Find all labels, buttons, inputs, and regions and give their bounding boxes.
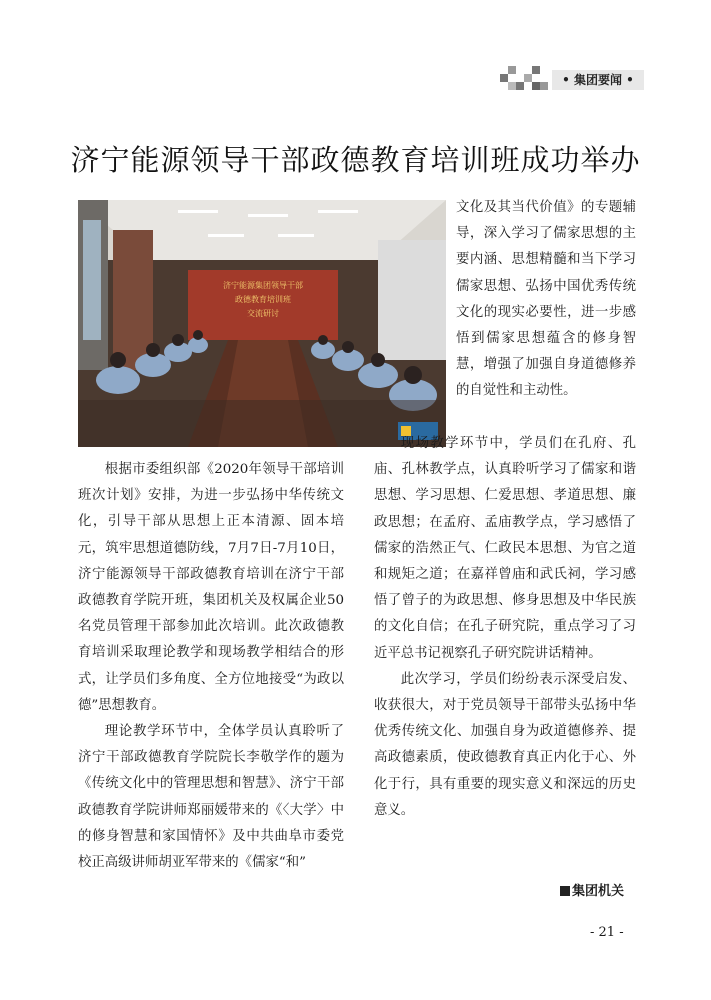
byline-text: 集团机关 bbox=[572, 884, 625, 899]
right-column-bottom bbox=[374, 431, 636, 824]
left-column bbox=[78, 457, 344, 876]
meeting-photo bbox=[78, 200, 446, 447]
header-decoration bbox=[500, 64, 550, 92]
page-number: - 21 - bbox=[590, 925, 624, 940]
paragraph: 理论教学环节中，全体学员认真聆听了济宁干部政德教育学院院长李敬学作的题为《传统文化中的管理思想和智慧》、济宁干部政德教育学院讲师郑丽媛带来的《〈大学〉中的修身智慧和家国情怀》及中共曲阜市委党校正高级讲师胡亚军带来的《儒家“和” bbox=[78, 724, 344, 871]
byline bbox=[560, 880, 624, 899]
banner-line3: 交流研讨 bbox=[247, 309, 279, 318]
paragraph: 文化及其当代价值》的专题辅导，深入学习了儒家思想的主要内涵、思想精髓和当下学习儒家思想、弘扬中国优秀传统文化的现实必要性，进一步感悟到儒家思想蕴含的修身智慧，增强了加强自身道德修养的自觉性和主动性。 bbox=[456, 200, 636, 399]
section-tag: • 集团要闻 • bbox=[552, 70, 644, 90]
paragraph: 现场教学环节中，学员们在孔府、孔庙、孔林教学点，认真聆听学习了儒家和谐思想、学习思想、仁爱思想、孝道思想、廉政思想；在孟府、孟庙教学点，学习感悟了儒家的浩然正气、仁政民本思想、为官之道和规矩之道；在嘉祥曾庙和武氏祠，学习感悟了曾子的为政思想、修身思想及中华民族的文化自信；在孔子研究院，重点学习了习近平总书记视察孔子研究院讲话精神。 bbox=[374, 436, 636, 661]
right-column-top bbox=[456, 195, 636, 405]
article-title: 济宁能源领导干部政德教育培训班成功举办 bbox=[70, 143, 641, 177]
paragraph: 根据市委组织部《2020年领导干部培训班次计划》安排，为进一步弘扬中华传统文化，引导干部从思想上正本清源、固本培元，筑牢思想道德防线，7月7日-7月10日，济宁能源领导干部政德教育培训在济宁干部政德教育学院开班，集团机关及权属企业50名党员管理干部参加此次培训。此次政德教育培训采取理论教学和现场教学相结合的形式，让学员们多角度、全方位地接受“为政以德”思想教育。 bbox=[78, 462, 344, 713]
paragraph: 此次学习，学员们纷纷表示深受启发、收获很大，对于党员领导干部带头弘扬中华优秀传统文化、加强自身为政道德修养、提高政德素质，使政德教育真正内化于心、外化于行，具有重要的现实意义和深远的历史意义。 bbox=[374, 671, 636, 818]
byline-square-icon bbox=[560, 886, 570, 896]
banner-line1: 济宁能源集团领导干部 bbox=[223, 281, 303, 290]
meeting-room-illustration bbox=[78, 200, 446, 447]
banner-line2: 政德教育培训班 bbox=[235, 295, 291, 304]
